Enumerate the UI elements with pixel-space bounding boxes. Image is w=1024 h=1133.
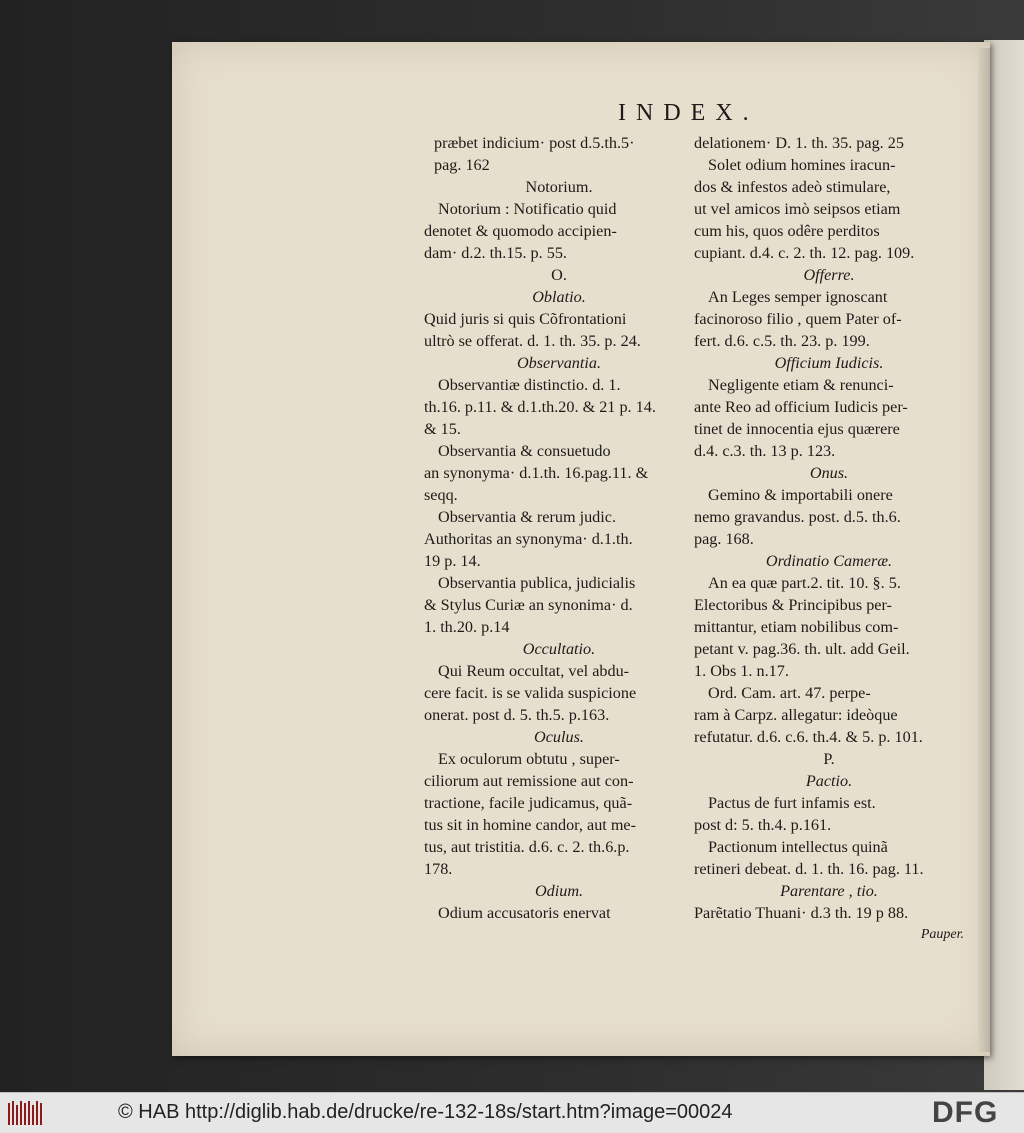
index-line: cum his, quos odêre perditos (694, 222, 880, 240)
dfg-logo[interactable]: DFG (932, 1096, 999, 1129)
index-line: Odium accusatoris enervat (438, 904, 611, 922)
index-line: ut vel amicos imò seipsos etiam (694, 200, 901, 218)
right-index-column (694, 132, 964, 946)
index-line: cupiant. d.4. c. 2. th. 12. pag. 109. (694, 244, 915, 262)
index-line: præbet indicium· post d.5.th.5· (434, 134, 635, 152)
index-line: tus sit in homine candor, aut me- (424, 816, 636, 834)
index-line: tinet de innocentia ejus quærere (694, 420, 900, 438)
left-index-column (424, 132, 694, 924)
index-line: Notorium. (525, 178, 593, 196)
index-line: ultrò se offerat. d. 1. th. 35. p. 24. (424, 332, 641, 350)
index-line: Parẽtatio Thuani· d.3 th. 19 p 88. (694, 904, 909, 922)
index-line: & 15. (424, 420, 461, 438)
index-line: Observantia publica, judicialis (438, 574, 636, 592)
index-line: onerat. post d. 5. th.5. p.163. (424, 706, 610, 724)
index-line: pag. 162 (434, 156, 490, 174)
index-line: Odium. (534, 882, 584, 900)
index-line: 1. Obs 1. n.17. (694, 662, 789, 680)
catchword: Pauper. (920, 927, 964, 942)
copyright-link[interactable]: © HAB http://diglib.hab.de/drucke/re-132-18s/start.htm?image=00024 (118, 1101, 733, 1123)
index-line: Observantia. (516, 354, 602, 372)
index-line: dos & infestos adeò stimulare, (694, 178, 891, 196)
index-line: Electoribus & Principibus per- (694, 596, 892, 614)
index-line: Ordinatio Cameræ. (765, 552, 893, 570)
index-line: retineri debeat. d. 1. th. 16. pag. 11. (694, 860, 924, 878)
index-line: Oculus. (534, 728, 584, 746)
viewer-footer (0, 1092, 1024, 1133)
index-line: O. (551, 266, 567, 284)
index-line: Oblatio. (532, 288, 586, 306)
index-line: Offerre. (803, 266, 855, 284)
index-line: ante Reo ad officium Iudicis per- (694, 398, 908, 416)
index-line: Pactus de furt infamis est. (708, 794, 876, 812)
index-line: Quid juris si quis Cõfrontationi (424, 310, 627, 328)
index-line: Qui Reum occultat, vel abdu- (438, 662, 630, 680)
index-line: P. (823, 750, 835, 768)
index-line: refutatur. d.6. c.6. th.4. & 5. p. 101. (694, 728, 923, 746)
index-line: ciliorum aut remissione aut con- (424, 772, 634, 790)
index-line: An Leges semper ignoscant (708, 288, 888, 306)
index-line: Negligente etiam & renunci- (708, 376, 894, 394)
index-line: fert. d.6. c.5. th. 23. p. 199. (694, 332, 870, 350)
index-line: An ea quæ part.2. tit. 10. §. 5. (708, 574, 901, 592)
index-line: petant v. pag.36. th. ult. add Geil. (694, 640, 910, 658)
index-line: 178. (424, 860, 453, 878)
index-line: Gemino & importabili onere (708, 486, 893, 504)
index-line: Officium Iudicis. (774, 354, 884, 372)
index-line: 19 p. 14. (424, 552, 481, 570)
index-line: Pactionum intellectus quinã (708, 838, 888, 856)
page-fore-edge (978, 48, 990, 1052)
index-line: 1. th.20. p.14 (424, 618, 510, 636)
index-line: nemo gravandus. post. d.5. th.6. (694, 508, 901, 526)
adjacent-page-edge (984, 40, 1024, 1090)
index-line: Onus. (809, 464, 849, 482)
index-line: Observantia & rerum judic. (438, 508, 617, 526)
index-line: dam· d.2. th.15. p. 55. (424, 244, 567, 262)
index-line: mittantur, etiam nobilibus com- (694, 618, 899, 636)
page-header: INDEX. (618, 100, 759, 126)
index-line: seqq. (424, 486, 458, 504)
index-line: Solet odium homines iracun- (708, 156, 896, 174)
index-line: Ord. Cam. art. 47. perpe- (708, 684, 871, 702)
index-line: Authoritas an synonyma· d.1.th. (424, 530, 633, 548)
index-line: Pactio. (805, 772, 853, 790)
index-line: pag. 168. (694, 530, 754, 548)
index-line: facinoroso filio , quem Pater of- (694, 310, 902, 328)
index-line: Occultatio. (522, 640, 596, 658)
index-line: an synonyma· d.1.th. 16.pag.11. & (424, 464, 649, 482)
index-line: d.4. c.3. th. 13 p. 123. (694, 442, 836, 460)
index-line: post d: 5. th.4. p.161. (694, 816, 832, 834)
index-line: Ex oculorum obtutu , super- (438, 750, 620, 768)
index-line: Parentare , tio. (780, 882, 878, 900)
index-line: cere facit. is se valida suspicione (424, 684, 637, 702)
index-line: & Stylus Curiæ an synonima· d. (424, 596, 633, 614)
index-line: denotet & quomodo accipien- (424, 222, 617, 240)
index-line: Observantia & consuetudo (438, 442, 611, 460)
hab-logo-icon[interactable] (6, 1097, 46, 1129)
index-line: ram à Carpz. allegatur: ideòque (694, 706, 898, 724)
index-line: th.16. p.11. & d.1.th.20. & 21 p. 14. (424, 398, 656, 416)
index-line: Notorium : Notificatio quid (438, 200, 617, 218)
index-line: Observantiæ distinctio. d. 1. (438, 376, 621, 394)
index-line: tus, aut tristitia. d.6. c. 2. th.6.p. (424, 838, 630, 856)
index-line: delationem· D. 1. th. 35. pag. 25 (694, 134, 904, 152)
index-line: tractione, facile judicamus, quã- (424, 794, 633, 812)
